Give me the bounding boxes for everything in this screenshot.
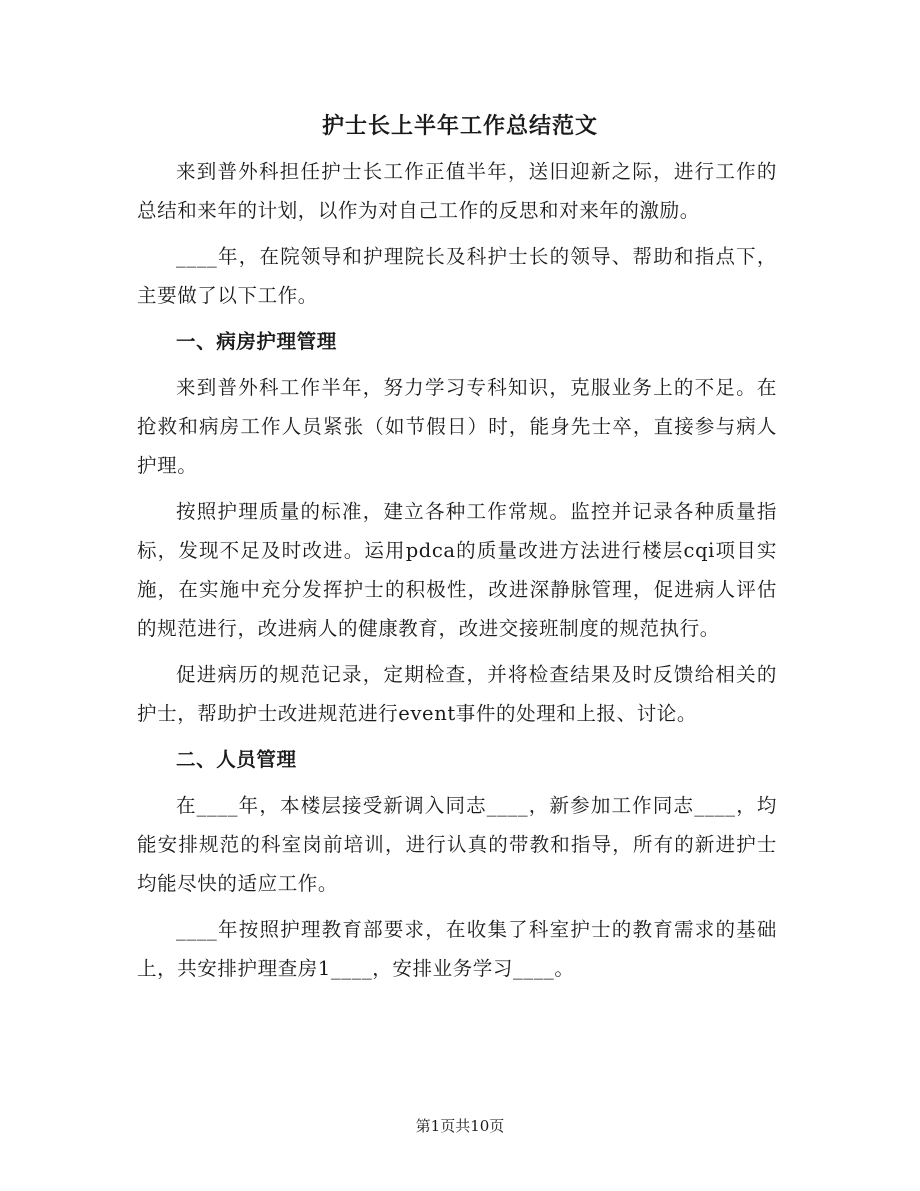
page-title: 护士长上半年工作总结范文 [321, 113, 598, 139]
section-heading-staff-management: 二、人员管理 [176, 748, 297, 771]
paragraph-ward-2: 按照护理质量的标准，建立各种工作常规。监控并记录各种质量指标，发现不足及时改进。运用pdca的质量改进方法进行楼层cqi项目实施，在实施中充分发挥护士的积极性，改进深静脉管理，促进病人评估的规范进行，改进病人的健康教育，改进交接班制度的规范执行。 [137, 500, 777, 640]
paragraph-ward-1: 来到普外科工作半年，努力学习专科知识，克服业务上的不足。在抢救和病房工作人员紧张（如节假日）时，能身先士卒，直接参与病人护理。 [137, 376, 777, 477]
paragraph-intro: 来到普外科担任护士长工作正值半年，送旧迎新之际，进行工作的总结和来年的计划，以作为对自己工作的反思和对来年的激励。 [137, 160, 777, 222]
paragraph-ward-3: 促进病历的规范记录，定期检查，并将检查结果及时反馈给相关的护士，帮助护士改进规范进行event事件的处理和上报、讨论。 [137, 663, 777, 725]
paragraph-staff-1: 在____年，本楼层接受新调入同志____，新参加工作同志____，均能安排规范的科室岗前培训，进行认真的带教和指导，所有的新进护士均能尽快的适应工作。 [137, 794, 777, 895]
document-body [137, 152, 777, 995]
paragraph-year-summary: ____年，在院领导和护理院长及科护士长的领导、帮助和指点下，主要做了以下工作。 [137, 245, 777, 307]
paragraph-staff-2: ____年按照护理教育部要求，在收集了科室护士的教育需求的基础上，共安排护理查房1____，安排业务学习____。 [137, 918, 777, 980]
page-footer: 第1页共10页 [415, 1117, 505, 1135]
section-heading-ward-management: 一、病房护理管理 [176, 330, 337, 353]
